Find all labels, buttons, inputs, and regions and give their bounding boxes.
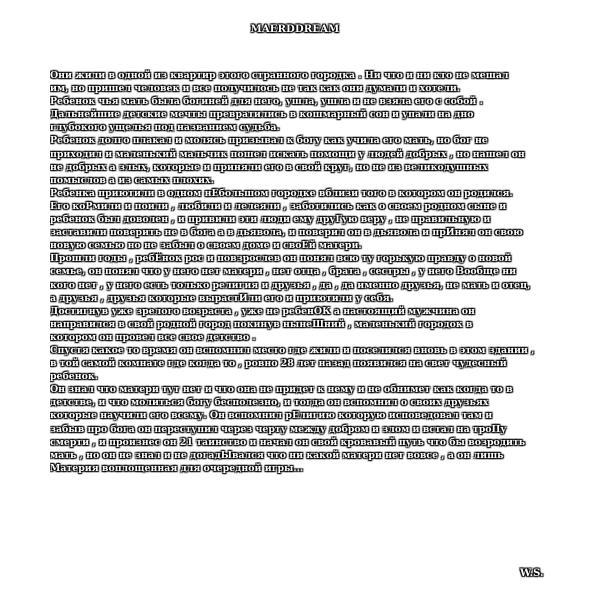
text-line: котором он провел все свое детство . bbox=[50, 331, 256, 343]
text-line: не добрых а злых, которые и приняли его в свой круг, но не из великодушных bbox=[50, 161, 488, 173]
story-text bbox=[50, 69, 550, 475]
text-line: забыв про бога он переступил через черту между добром и злом и встал на троПу bbox=[50, 423, 507, 435]
text-line: приходил и маленький мальчик пошел искать помощи у людей добрых , но нашел он bbox=[50, 148, 525, 160]
text-line: а друзья , друзья которые вырастИли его и приютили у себя. bbox=[50, 292, 393, 304]
text-line: Материя воплощенная для очередной игры... bbox=[50, 462, 304, 474]
text-line: в той самой комнате где когда то , ровно 28 лет назад появился на свет чудесный bbox=[50, 358, 507, 370]
text-line: им, но пришел человек и все получилось не так как они думали и хотели. bbox=[50, 83, 461, 95]
text-line: ребенок. bbox=[50, 371, 98, 383]
text-line: ребенок был доволен , и привили эти люди ему друГую веру , не правильную и bbox=[50, 214, 491, 226]
text-line: Ребенок долго плакал и молясь призывал к богу как учила его мать, но бог не bbox=[50, 135, 488, 147]
text-line: смерти , и произнес он 21 таинство и начал он свой кровавый путь что бы возродить bbox=[50, 436, 526, 448]
text-line: помыслов а из самых плохих. bbox=[50, 174, 214, 186]
text-line: Его коРмили и поили , любили и лелеяли , заботились как о своем родном сыне и bbox=[50, 200, 507, 212]
text-line: заставили поверить не в бога а в дьявола, и поверил он в дьявола и прИнял он свою bbox=[50, 227, 523, 239]
text-line: направился в свой родной город покинув нынеШний , маленький городок в bbox=[50, 318, 473, 330]
text-line: Они жили в одной из квартир этого странного городка . Ни что и ни кто не мешал bbox=[50, 70, 509, 81]
text-line: Ребенок чья мать была богиней для него, ушла, ушла и не взяла его с собой . bbox=[50, 96, 483, 108]
text-line: Дальнейшие детские мечты превратились в кошмарный сон и упали на дно bbox=[50, 109, 474, 121]
text-line: Он знал что матери тут нет и что она не придет к нему и не обнимет как когда то в bbox=[50, 384, 513, 396]
text-line: Ребенка приютили в одном нЕбольшом городке вблизи того в котором он родился. bbox=[50, 187, 513, 199]
document-title: MAERDDREAM bbox=[250, 24, 340, 35]
text-line: семье, он понял что у него нет матери , нет отца , брата , сестры , у него Вообще ни bbox=[50, 266, 517, 278]
text-line: кого нет , у него есть только религия и друзья , да , да именно друзья, не мать и отец, bbox=[50, 279, 531, 291]
text-line: мать , но он не знал и не догадЫвался что ни какой матери нет вовсе , а он лишь bbox=[50, 449, 504, 461]
text-line: глубокого ущелья под названием судьба. bbox=[50, 122, 280, 134]
text-line: которые научили его всему. Он вспомнил рЕлигию которую исповедовал там и bbox=[50, 410, 493, 422]
text-line: Прошли годы , ребЁнок рос и повзрослев он понял всю ту горькую правду о новой bbox=[50, 253, 512, 265]
text-line: Достигнув уже зрелого возраста , уже не ребенОК а настоящий мужчина он bbox=[50, 305, 475, 317]
author-signature: W.S. bbox=[520, 568, 544, 579]
text-line: детстве, и что молиться богу бесполезно, и тогда он вспомнил о своих друзьях bbox=[50, 397, 489, 409]
text-line: новую семью но не забыл о своем доме и своЕй матери. bbox=[50, 240, 362, 252]
text-line: Спустя какое то время он вспомнил место где жили и поселился вновь в этом здании , bbox=[50, 344, 535, 356]
